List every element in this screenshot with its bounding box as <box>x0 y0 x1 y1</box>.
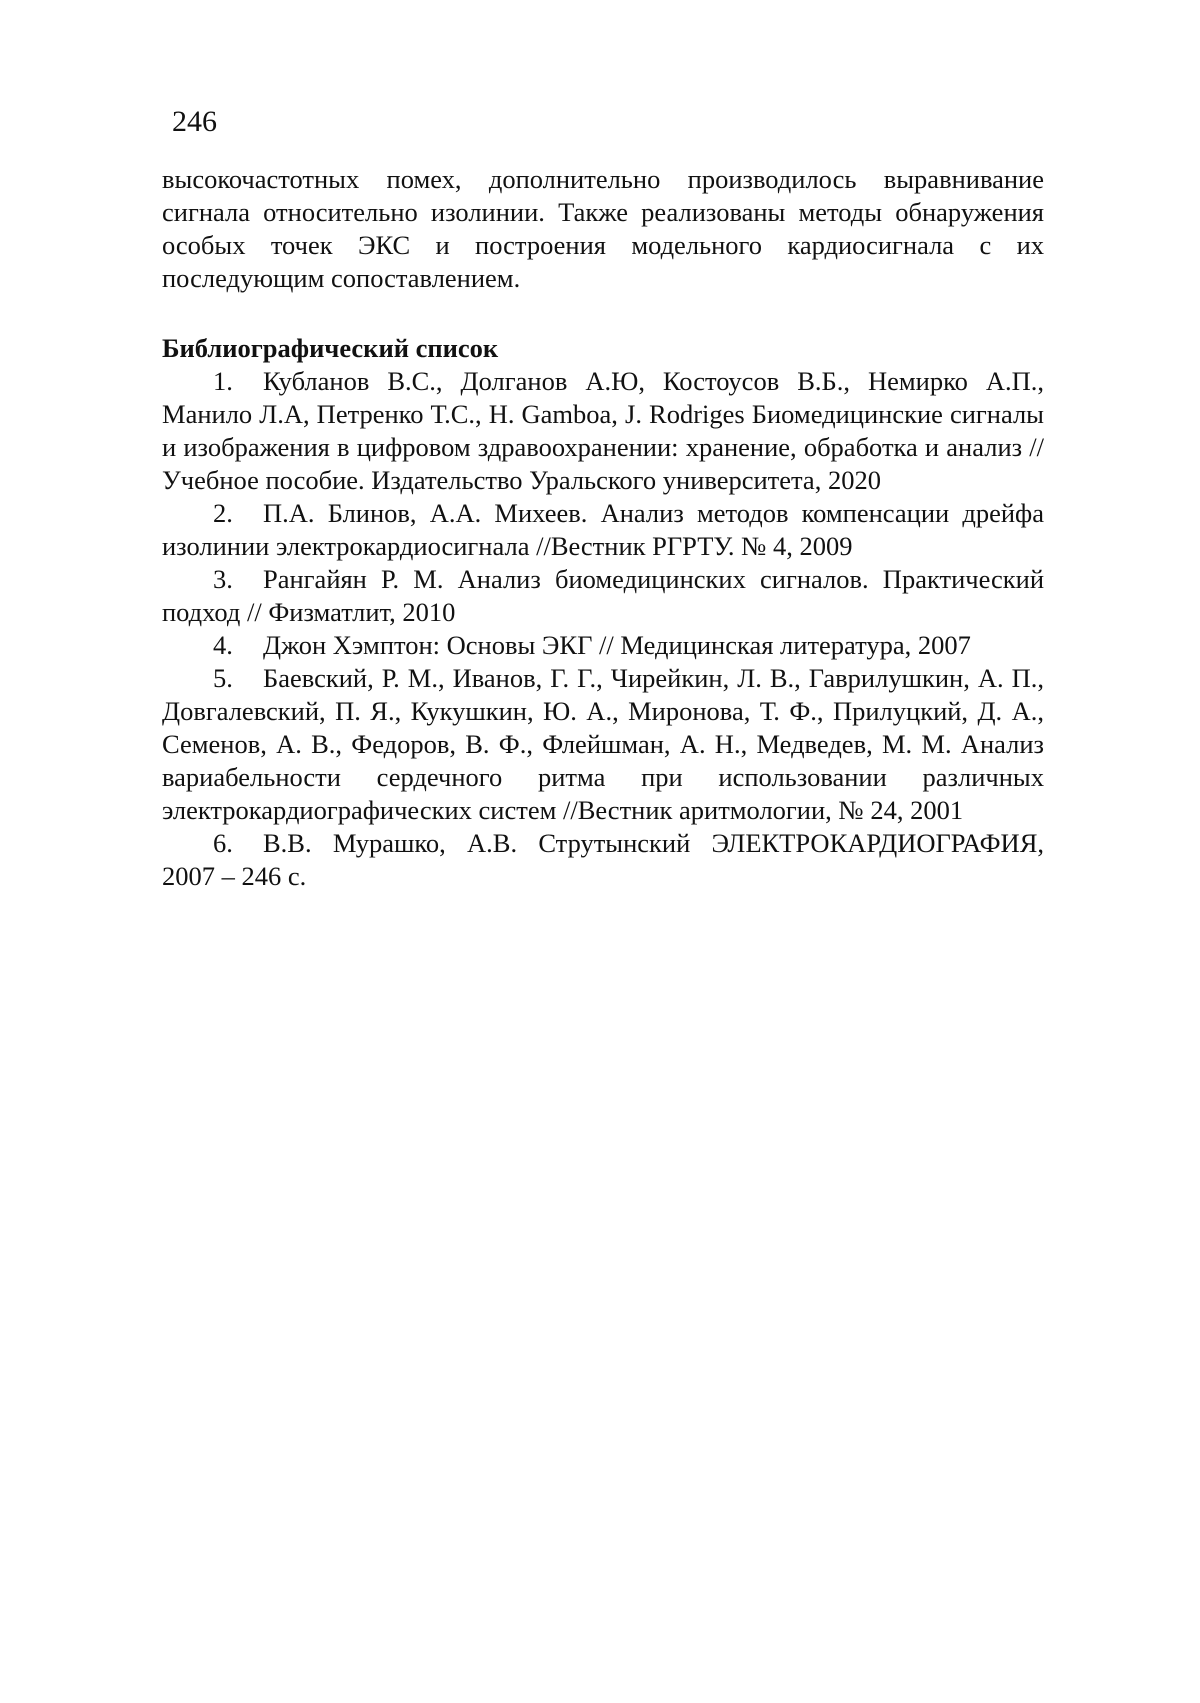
bibliography-item <box>162 662 1044 827</box>
bibliography-item-number: 2. <box>213 498 233 528</box>
bibliography-item-number: 1. <box>213 366 233 396</box>
bibliography-item <box>162 497 1044 563</box>
intro-paragraph: высокочастотных помех, дополнительно производилось выравнивание сигнала относительно изолинии. Также реализованы методы обнаружения особых точек ЭКС и построения модельного кардиосигнала с их последующим сопоставлением. <box>162 164 1044 293</box>
bibliography-item-number: 3. <box>213 564 233 594</box>
page-number: 246 <box>172 105 217 138</box>
bibliography-item-text: П.А. Блинов, А.А. Михеев. Анализ методов компенсации дрейфа изолинии электрокардиосигнала //Вестник РГРТУ. № 4, 2009 <box>162 498 1044 561</box>
bibliography-item-text: Кубланов В.С., Долганов А.Ю, Костоусов В.Б., Немирко А.П., Манило Л.А, Петренко Т.С., H. Gamboa, J. Rodriges Биомедицинские сигналы и изображения в цифровом здравоохранении: хранение, обработка и анализ // Учебное пособие. Издательство Уральского университета, 2020 <box>162 366 1044 495</box>
bibliography-item-text: В.В. Мурашко, А.В. Струтынский ЭЛЕКТРОКАРДИОГРАФИЯ, 2007 – 246 с. <box>162 828 1044 891</box>
bibliography-list <box>162 365 1044 893</box>
bibliography-item-number: 4. <box>213 630 233 660</box>
page-content <box>162 163 1044 893</box>
bibliography-item-text: Баевский, Р. М., Иванов, Г. Г., Чирейкин, Л. В., Гаврилушкин, А. П., Довгалевский, П. Я., Кукушкин, Ю. А., Миронова, Т. Ф., Прилуцкий, Д. А., Семенов, А. В., Федоров, В. Ф., Флейшман, А. Н., Медведев, М. М. Анализ вариабельности сердечного ритма при использовании различных электрокардиографических систем //Вестник аритмологии, № 24, 2001 <box>162 663 1044 825</box>
bibliography-item <box>162 563 1044 629</box>
bibliography-item <box>162 827 1044 893</box>
bibliography-heading: Библиографический список <box>162 333 499 363</box>
bibliography-item-text: Джон Хэмптон: Основы ЭКГ // Медицинская литература, 2007 <box>263 630 971 660</box>
bibliography-item-number: 5. <box>213 663 233 693</box>
bibliography-item-text: Рангайян Р. М. Анализ биомедицинских сигналов. Практический подход // Физматлит, 2010 <box>162 564 1044 627</box>
bibliography-item-number: 6. <box>213 828 233 858</box>
bibliography-item <box>162 629 1044 662</box>
bibliography-item <box>162 365 1044 497</box>
